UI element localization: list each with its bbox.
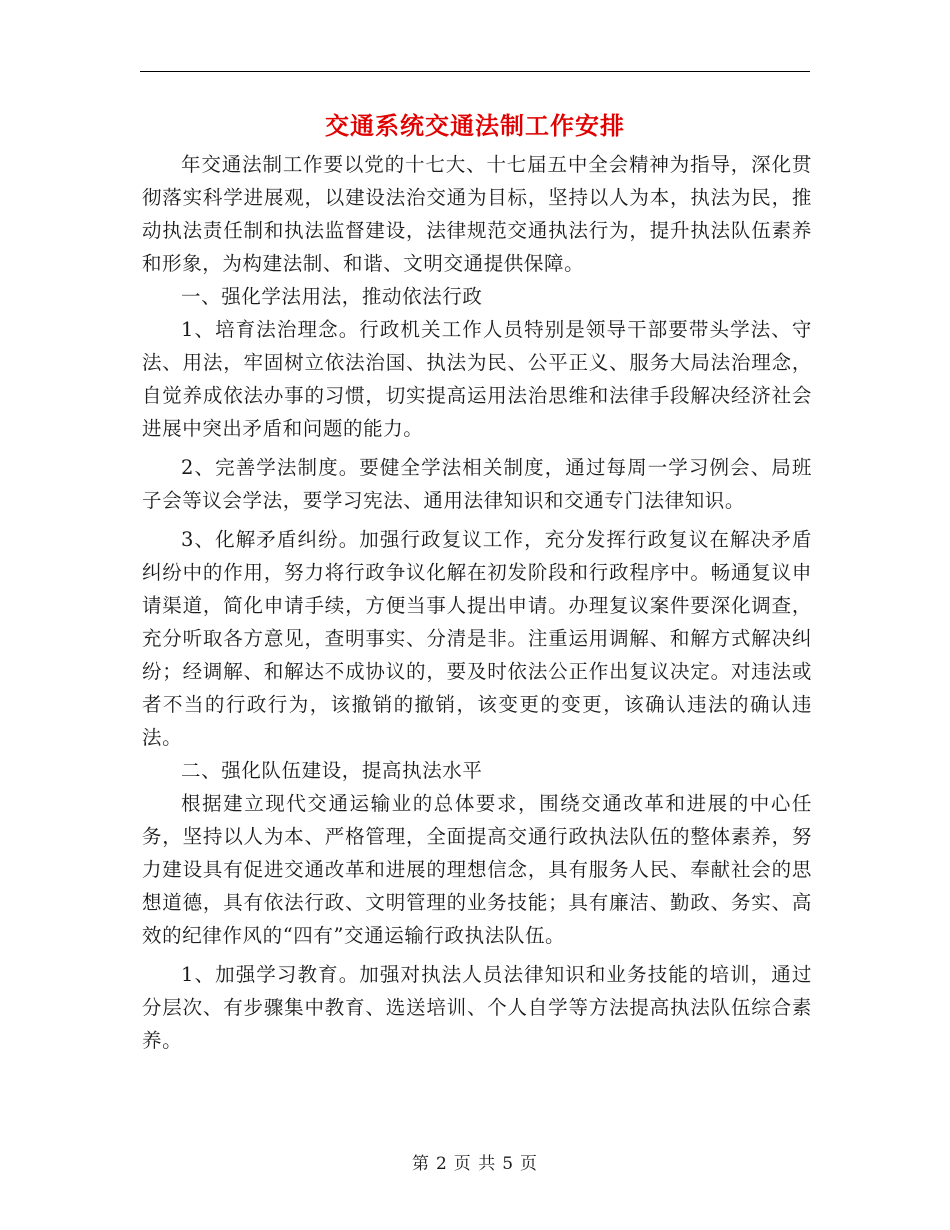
page-footer <box>0 1152 950 1176</box>
footer-suffix: 页 <box>520 1154 539 1174</box>
section-heading-1: 一、强化学法用法，推动依法行政 <box>181 285 483 308</box>
intro-paragraph: 年交通法制工作要以党的十七大、十七届五中全会精神为指导，深化贯彻落实科学进展观，以建设法治交通为目标，坚持以人为本，执法为民，推动执法责任制和执法监督建设，法律规范交通执法行为，提升执法队伍素养和形象，为构建法制、和谐、文明交通提供保障。 <box>142 153 812 275</box>
paragraph-1-2: 2、完善学法制度。要健全学法相关制度，通过每周一学习例会、局班子会等议会学法，要学习宪法、通用法律知识和交通专门法律知识。 <box>142 456 812 512</box>
paragraph-1-1: 1、培育法治理念。行政机关工作人员特别是领导干部要带头学法、守法、用法，牢固树立依法治国、执法为民、公平正义、服务大局法治理念，自觉养成依法办事的习惯，切实提高运用法治思维和法律手段解决经济社会进展中突出矛盾和问题的能力。 <box>142 318 812 440</box>
footer-middle: 页 共 <box>453 1154 497 1174</box>
paragraph-1-3: 3、化解矛盾纠纷。加强行政复议工作，充分发挥行政复议在解决矛盾纠纷中的作用，努力将行政争议化解在初发阶段和行政程序中。畅通复议申请渠道，简化申请手续，方便当事人提出申请。办理复议案件要深化调查，充分听取各方意见，查明事实、分清是非。注重运用调解、和解方式解决纠纷；经调解、和解达不成协议的，要及时依法公正作出复议决定。对违法或者不当的行政行为，该撤销的撤销，该变更的变更，该确认违法的确认违法。 <box>142 528 812 749</box>
paragraph-2-intro: 根据建立现代交通运输业的总体要求，围绕交通改革和进展的中心任务，坚持以人为本、严格管理，全面提高交通行政执法队伍的整体素养，努力建设具有促进交通改革和进展的理想信念，具有服务人民、奉献社会的思想道德，具有依法行政、文明管理的业务技能；具有廉洁、勤政、务实、高效的纪律作风的“四有”交通运输行政执法队伍。 <box>142 792 812 947</box>
paragraph-2-1: 1、加强学习教育。加强对执法人员法律知识和业务技能的培训，通过分层次、有步骤集中教育、选送培训、个人自学等方法提高执法队伍综合素养。 <box>142 963 812 1052</box>
section-heading-2: 二、强化队伍建设，提高执法水平 <box>181 759 483 782</box>
current-page-number: 2 <box>435 1154 448 1174</box>
header-rule <box>140 71 810 72</box>
total-pages-number: 5 <box>502 1154 515 1174</box>
document-body <box>142 148 812 1057</box>
footer-prefix: 第 <box>411 1154 430 1174</box>
document-title: 交通系统交通法制工作安排 <box>325 111 625 140</box>
